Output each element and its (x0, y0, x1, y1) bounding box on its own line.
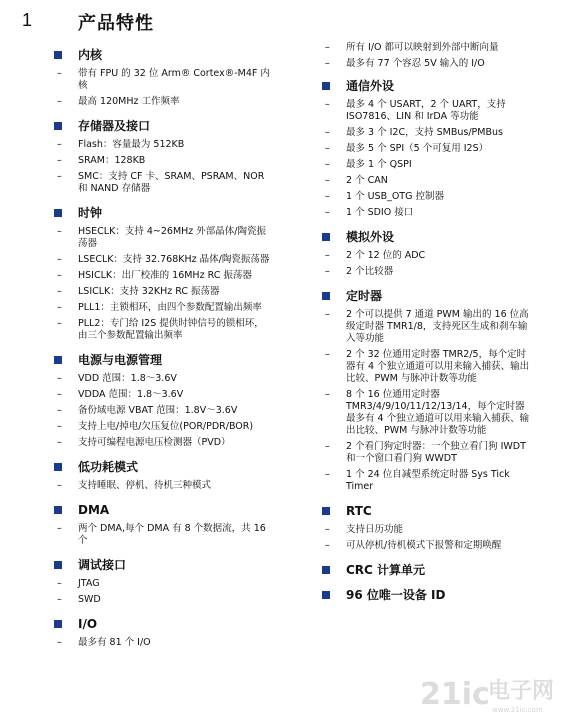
feature-list (322, 250, 532, 278)
item-text: 1 个 SDIO 接口 (346, 207, 414, 218)
feature-section (54, 556, 272, 615)
section-heading-text: I/O (78, 617, 98, 631)
dash-bullet: – (325, 349, 330, 360)
item-text: PLL2：专门给 I2S 提供时钟信号的锁相环，由三个参数配置输出频率 (78, 318, 264, 341)
item-text: 可从停机/待机模式下报警和定期唤醒 (346, 540, 502, 551)
dash-bullet: – (57, 155, 62, 166)
section-heading (54, 458, 272, 476)
page-heading (0, 6, 582, 36)
feature-list (54, 523, 272, 547)
section-heading (54, 501, 272, 519)
section-heading (54, 556, 272, 574)
dash-bullet: – (57, 318, 62, 329)
list-item (54, 171, 272, 195)
dash-bullet: – (57, 637, 62, 648)
item-text: 最多 5 个 SPI（5 个可复用 I2S） (346, 143, 489, 154)
item-text: 8 个 16 位通用定时器 TMR3/4/9/10/11/12/13/14，每个定时器最多有 4 个独立通道可以用来输入捕获、输出比较、PWM 与脉冲计数等功能 (346, 389, 530, 436)
section-heading-text: 调试接口 (78, 558, 127, 572)
list-item (54, 155, 272, 167)
item-text: 2 个 32 位通用定时器 TMR2/5，每个定时器有 4 个独立通道可以用来输入捕获、输出比较、PWM 与脉冲计数等功能 (346, 349, 530, 384)
item-text: 备份域电源 VBAT 范围：1.8V～3.6V (78, 405, 238, 416)
dash-bullet: – (57, 437, 62, 448)
item-text: SRAM：128KB (78, 155, 146, 166)
square-bullet-icon (54, 122, 62, 130)
section-heading-text: 存储器及接口 (78, 119, 151, 133)
feature-list (322, 524, 532, 552)
dash-bullet: – (57, 139, 62, 150)
dash-bullet: – (57, 68, 62, 79)
dash-bullet: – (325, 309, 330, 320)
square-bullet-icon (54, 561, 62, 569)
item-text: LSICLK：支持 32KHz RC 振荡器 (78, 286, 220, 297)
dash-bullet: – (57, 171, 62, 182)
item-text: 支持可编程电源电压检测器（PVD） (78, 437, 231, 448)
dash-bullet: – (325, 441, 330, 452)
item-text: JTAG (78, 578, 100, 589)
section-number: 1 (22, 10, 33, 30)
section-heading (54, 204, 272, 222)
item-text: 1 个 USB_OTG 控制器 (346, 191, 444, 202)
list-item (54, 139, 272, 151)
section-heading (322, 228, 532, 246)
list-item (54, 318, 272, 342)
item-text: 最多有 81 个 I/O (78, 637, 151, 648)
item-text: HSECLK：支持 4~26MHz 外部晶体/陶瓷振荡器 (78, 226, 266, 249)
list-item (54, 637, 272, 649)
list-item (322, 441, 532, 465)
item-text: 2 个看门狗定时器：一个独立看门狗 IWDT 和一个窗口看门狗 WWDT (346, 441, 526, 464)
item-text: 最多有 77 个容忍 5V 输入的 I/O (346, 58, 485, 69)
list-item (322, 266, 532, 278)
feature-section (322, 561, 532, 586)
item-text: 支持日历功能 (346, 524, 404, 535)
dash-bullet: – (57, 96, 62, 107)
square-bullet-icon (54, 356, 62, 364)
list-item (54, 480, 272, 492)
item-text: 最多 1 个 QSPI (346, 159, 412, 170)
dash-bullet: – (325, 207, 330, 218)
feature-section (54, 458, 272, 501)
feature-section (322, 77, 532, 228)
section-heading (322, 287, 532, 305)
list-item (54, 226, 272, 250)
square-bullet-icon (322, 591, 330, 599)
item-text: 2 个 12 位的 ADC (346, 250, 426, 261)
item-text: 支持睡眠、停机、待机三种模式 (78, 480, 212, 491)
feature-list (322, 309, 532, 493)
list-item (322, 469, 532, 493)
item-text: VDDA 范围：1.8～3.6V (78, 389, 184, 400)
item-text: 所有 I/O 都可以映射到外部中断向量 (346, 42, 499, 53)
feature-section (322, 502, 532, 561)
continued-list (322, 42, 532, 70)
dash-bullet: – (57, 302, 62, 313)
square-bullet-icon (322, 233, 330, 241)
item-text: 最高 120MHz 工作频率 (78, 96, 180, 107)
list-item (54, 68, 272, 92)
dash-bullet: – (325, 266, 330, 277)
section-heading (322, 586, 532, 604)
square-bullet-icon (322, 292, 330, 300)
list-item (322, 175, 532, 187)
section-heading-text: CRC 计算单元 (346, 563, 426, 577)
square-bullet-icon (54, 209, 62, 217)
list-item (54, 405, 272, 417)
watermark-brand: 21ic (420, 677, 490, 712)
dash-bullet: – (57, 523, 62, 534)
section-heading-text: 模拟外设 (346, 230, 395, 244)
list-item (54, 302, 272, 314)
dash-bullet: – (325, 389, 330, 400)
section-title: 产品特性 (78, 13, 154, 34)
feature-section (54, 615, 272, 658)
feature-section (54, 117, 272, 204)
dash-bullet: – (325, 191, 330, 202)
item-text: 带有 FPU 的 32 位 Arm® Cortex®-M4F 内核 (78, 68, 270, 91)
section-heading-text: 96 位唯一设备 ID (346, 588, 446, 602)
square-bullet-icon (54, 463, 62, 471)
list-item (54, 437, 272, 449)
item-text: 两个 DMA,每个 DMA 有 8 个数据流，共 16 个 (78, 523, 266, 546)
square-bullet-icon (54, 620, 62, 628)
section-heading-text: 低功耗模式 (78, 460, 139, 474)
dash-bullet: – (325, 159, 330, 170)
dash-bullet: – (325, 175, 330, 186)
dash-bullet: – (57, 421, 62, 432)
section-heading (54, 615, 272, 633)
list-item (322, 207, 532, 219)
right-column (322, 38, 532, 611)
item-text: SWD (78, 594, 101, 605)
dash-bullet: – (57, 594, 62, 605)
item-text: 支持上电/掉电/欠压复位(POR/PDR/BOR) (78, 421, 254, 432)
feature-section (54, 351, 272, 458)
list-item (322, 159, 532, 171)
item-text: VDD 范围：1.8～3.6V (78, 373, 177, 384)
list-item (322, 389, 532, 437)
section-heading (322, 561, 532, 579)
list-item (54, 523, 272, 547)
list-item (322, 540, 532, 552)
section-heading-text: 电源与电源管理 (78, 353, 163, 367)
item-text: HSICLK：出厂校准的 16MHz RC 振荡器 (78, 270, 252, 281)
feature-list (54, 637, 272, 649)
list-item (54, 389, 272, 401)
list-item (54, 594, 272, 606)
section-heading-text: 定时器 (346, 289, 383, 303)
dash-bullet: – (325, 250, 330, 261)
section-heading (322, 502, 532, 520)
section-heading (54, 351, 272, 369)
feature-list (54, 373, 272, 449)
list-item (54, 373, 272, 385)
section-heading-text: 内核 (78, 48, 103, 62)
left-column (54, 46, 272, 658)
feature-list (54, 578, 272, 606)
square-bullet-icon (54, 506, 62, 514)
dash-bullet: – (325, 469, 330, 480)
dash-bullet: – (57, 373, 62, 384)
dash-bullet: – (325, 42, 330, 53)
list-item (322, 99, 532, 123)
item-text: PLL1：主锁相环，由四个参数配置输出频率 (78, 302, 262, 313)
dash-bullet: – (57, 389, 62, 400)
dash-bullet: – (325, 99, 330, 110)
dash-bullet: – (57, 270, 62, 281)
section-heading (322, 77, 532, 95)
list-item (54, 286, 272, 298)
list-item (322, 191, 532, 203)
square-bullet-icon (322, 82, 330, 90)
dash-bullet: – (325, 127, 330, 138)
square-bullet-icon (322, 507, 330, 515)
dash-bullet: – (57, 286, 62, 297)
section-heading-text: 通信外设 (346, 79, 395, 93)
dash-bullet: – (325, 143, 330, 154)
feature-section (54, 501, 272, 556)
list-item (54, 254, 272, 266)
item-text: 2 个 CAN (346, 175, 388, 186)
watermark-cn: 电子网 (488, 679, 555, 704)
square-bullet-icon (54, 51, 62, 59)
feature-list (54, 68, 272, 108)
item-text: Flash：容量最为 512KB (78, 139, 185, 150)
watermark-url: www.21ic.com (492, 706, 543, 714)
dash-bullet: – (325, 540, 330, 551)
list-item (322, 349, 532, 385)
square-bullet-icon (322, 566, 330, 574)
feature-list (54, 226, 272, 342)
feature-list (54, 139, 272, 195)
item-text: 2 个可以提供 7 通道 PWM 输出的 16 位高级定时器 TMR1/8，支持死区生成和刹车输入等功能 (346, 309, 529, 344)
item-text: 2 个比较器 (346, 266, 394, 277)
list-item (322, 309, 532, 345)
section-heading-text: 时钟 (78, 206, 103, 220)
feature-list (54, 480, 272, 492)
list-item (54, 421, 272, 433)
section-heading-text: RTC (346, 504, 372, 518)
feature-list (322, 99, 532, 219)
list-item (322, 250, 532, 262)
section-heading-text: DMA (78, 503, 110, 517)
item-text: 最多 4 个 USART，2 个 UART，支持 ISO7816、LIN 和 IrDA 等功能 (346, 99, 506, 122)
item-text: SMC：支持 CF 卡、SRAM、PSRAM、NOR 和 NAND 存储器 (78, 171, 265, 194)
list-item (54, 270, 272, 282)
dash-bullet: – (57, 480, 62, 491)
feature-section (54, 204, 272, 351)
dash-bullet: – (57, 226, 62, 237)
dash-bullet: – (57, 254, 62, 265)
list-item (322, 143, 532, 155)
dash-bullet: – (57, 405, 62, 416)
dash-bullet: – (325, 58, 330, 69)
watermark-logo (420, 672, 576, 716)
section-heading (54, 117, 272, 135)
feature-section (54, 46, 272, 117)
list-item (54, 578, 272, 590)
list-item (322, 58, 532, 70)
feature-section (322, 228, 532, 287)
dash-bullet: – (325, 524, 330, 535)
item-text: 1 个 24 位自减型系统定时器 Sys Tick Timer (346, 469, 510, 492)
list-item (322, 42, 532, 54)
item-text: 最多 3 个 I2C，支持 SMBus/PMBus (346, 127, 503, 138)
section-heading (54, 46, 272, 64)
list-item (322, 524, 532, 536)
list-item (54, 96, 272, 108)
item-text: LSECLK：支持 32.768KHz 晶体/陶瓷振荡器 (78, 254, 270, 265)
feature-section (322, 586, 532, 611)
list-item (322, 127, 532, 139)
feature-section (322, 287, 532, 502)
dash-bullet: – (57, 578, 62, 589)
